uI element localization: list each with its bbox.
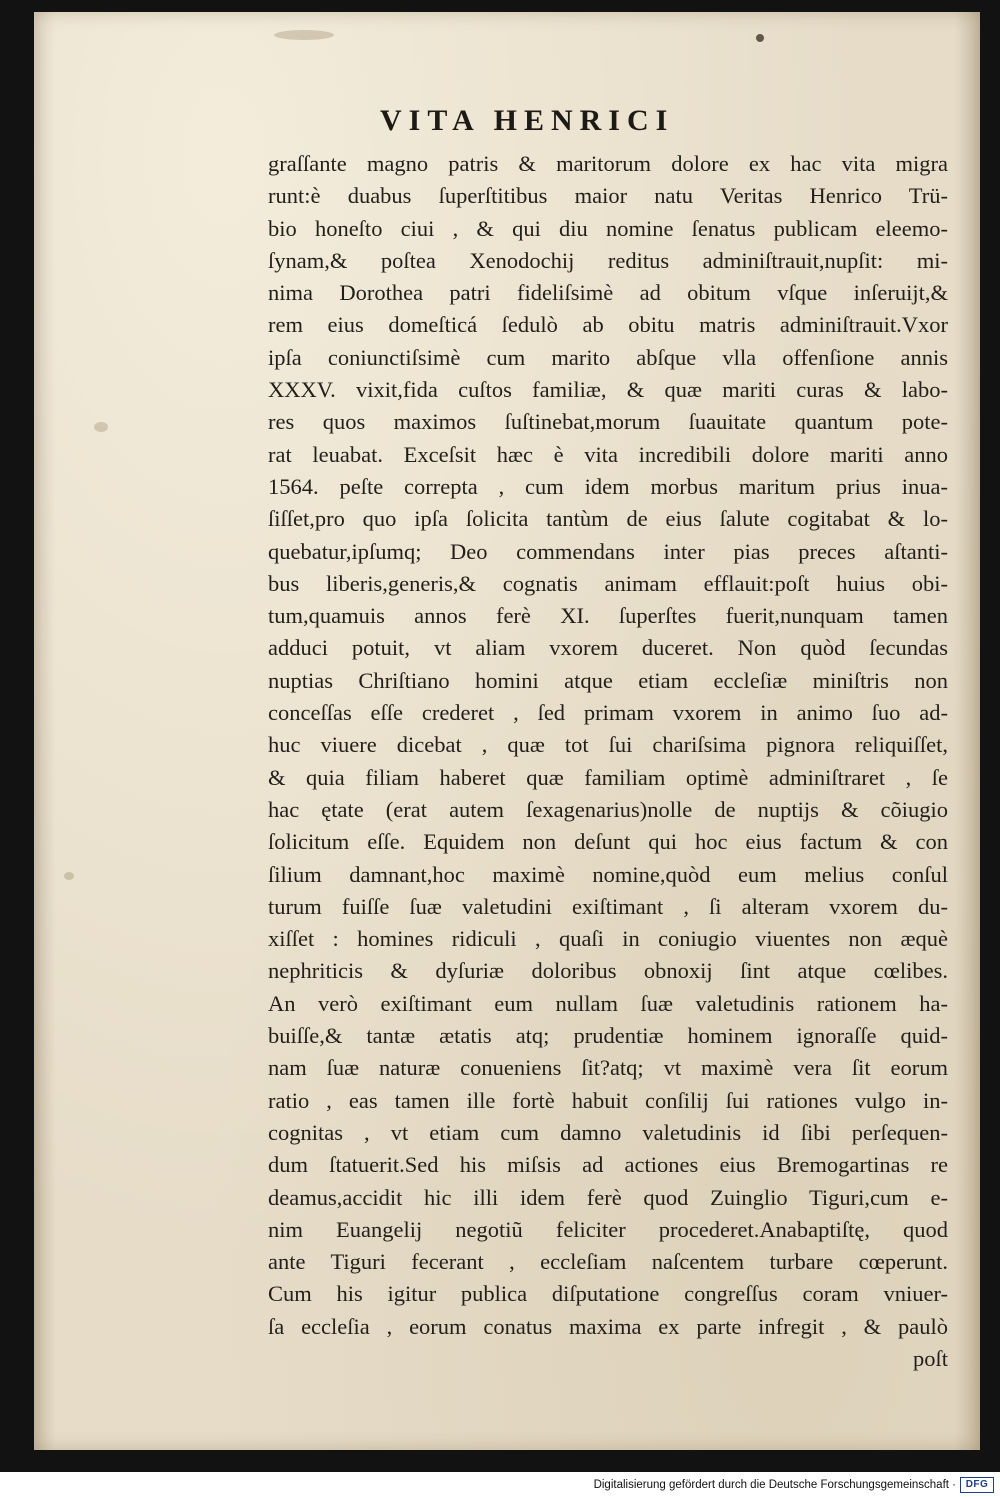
text-line: An verò exiſtimant eum nullam ſuæ valetudinis rationem ha- [268, 990, 948, 1016]
text-line: ſa eccleſia , eorum conatus maxima ex parte infregit , & paulò [268, 1313, 948, 1339]
text-line: nima Dorothea patri fideliſsimè ad obitum vſque inſeruijt,& [268, 280, 948, 306]
text-line: ſolicitum eſſe. Equidem non deſunt qui hoc eius factum & con [268, 829, 948, 855]
text-line: hac ętate (erat autem ſexagenarius)nolle de nuptijs & cõiugio [268, 796, 948, 822]
text-line: ſiſſet,pro quo ipſa ſolicita tantùm de eius ſalute cogitabat & lo- [268, 506, 948, 532]
dfg-logo-icon: DFG [960, 1477, 994, 1493]
text-line: rat leuabat. Exceſsit hæc è vita incredibili dolore mariti anno [268, 441, 948, 467]
paper-stain [274, 30, 334, 40]
text-line: turum fuiſſe ſuæ valetudini exiſtimant , ſi alteram vxorem du- [268, 893, 948, 919]
text-line: huc viuere dicebat , quæ tot ſui chariſsima pignora reliquiſſet, [268, 732, 948, 758]
text-line: cognitas , vt etiam cum damno valetudinis id ſibi perſequen- [268, 1119, 948, 1145]
text-line: nim Euangelij negotiũ feliciter procederet.Anabaptiſtę, quod [268, 1216, 948, 1242]
paper-stain [64, 872, 74, 880]
text-line: res quos maximos ſuſtinebat,morum ſuauitate quantum pote- [268, 409, 948, 435]
text-line: xiſſet : homines ridiculi , quaſi in coniugio viuentes non æquè [268, 926, 948, 952]
footer-bar [0, 1472, 1000, 1499]
text-line: deamus,accidit hic illi idem ferè quod Zuinglio Tiguri,cum e- [268, 1184, 948, 1210]
text-line: & quia filiam haberet quæ familiam optimè adminiſtraret , ſe [268, 764, 948, 790]
body-text [268, 148, 948, 1375]
text-line: adduci potuit, vt aliam vxorem duceret. Non quòd ſecundas [268, 635, 948, 661]
text-line: bus liberis,generis,& cognatis animam efflauit:poſt huius obi- [268, 570, 948, 596]
text-line: nam ſuæ naturæ conueniens ſit?atq; vt maximè vera ſit eorum [268, 1055, 948, 1081]
text-line: graſſante magno patris & maritorum dolore ex hac vita migra [268, 151, 948, 176]
paper-stain [94, 422, 108, 432]
text-line: quebatur,ipſumq; Deo commendans inter pias preces aſtanti- [268, 538, 948, 564]
text-line: ipſa coniunctiſsimè cum marito abſque vlla offenſione annis [268, 344, 948, 370]
text-line: ante Tiguri fecerant , eccleſiam naſcentem turbare cœperunt. [268, 1249, 948, 1275]
text-line: ſynam,& poſtea Xenodochij reditus adminiſtrauit,nupſit: mi- [268, 247, 948, 273]
text-line: buiſſe,& tantæ ætatis atq; prudentiæ hominem ignoraſſe quid- [268, 1023, 948, 1049]
paper-stain [756, 34, 764, 42]
catchword: poſt [912, 1345, 948, 1371]
text-line: XXXV. vixit,fida cuſtos familiæ, & quæ mariti curas & labo- [268, 377, 948, 403]
text-line: 1564. peſte correpta , cum idem morbus maritum prius inua- [268, 473, 948, 499]
text-line: dum ſtatuerit.Sed his miſsis ad actiones eius Bremogartinas re [268, 1152, 948, 1178]
text-line: nephriticis & dyſuriæ doloribus obnoxij ſint atque cœlibes. [268, 958, 948, 984]
text-line: rem eius domeſticá ſedulò ab obitu matris adminiſtrauit.Vxor [268, 312, 948, 338]
running-head: VITA HENRICI [380, 104, 675, 137]
text-line: bio honeſto ciui , & qui diu nomine ſenatus publicam eleemo- [268, 215, 948, 241]
text-line: nuptias Chriſtiano homini atque etiam eccleſiæ miniſtris non [268, 667, 948, 693]
text-line: runt:è duabus ſuperſtitibus maior natu Veritas Henrico Trü- [268, 183, 948, 209]
text-line: Cum his igitur publica diſputatione congreſſus coram vniuer- [268, 1281, 948, 1307]
text-line: conceſſas eſſe crederet , ſed primam vxorem in animo ſuo ad- [268, 700, 948, 726]
text-line: ſilium damnant,hoc maximè nomine,quòd eum melius conſul [268, 861, 948, 887]
text-line: tum,quamuis annos ferè XI. ſuperſtes fuerit,nunquam tamen [268, 603, 948, 629]
text-line: ratio , eas tamen ille fortè habuit conſilij ſui rationes vulgo in- [268, 1087, 948, 1113]
funding-credit: Digitalisierung gefördert durch die Deutsche Forschungsgemeinschaft · [593, 1479, 956, 1491]
